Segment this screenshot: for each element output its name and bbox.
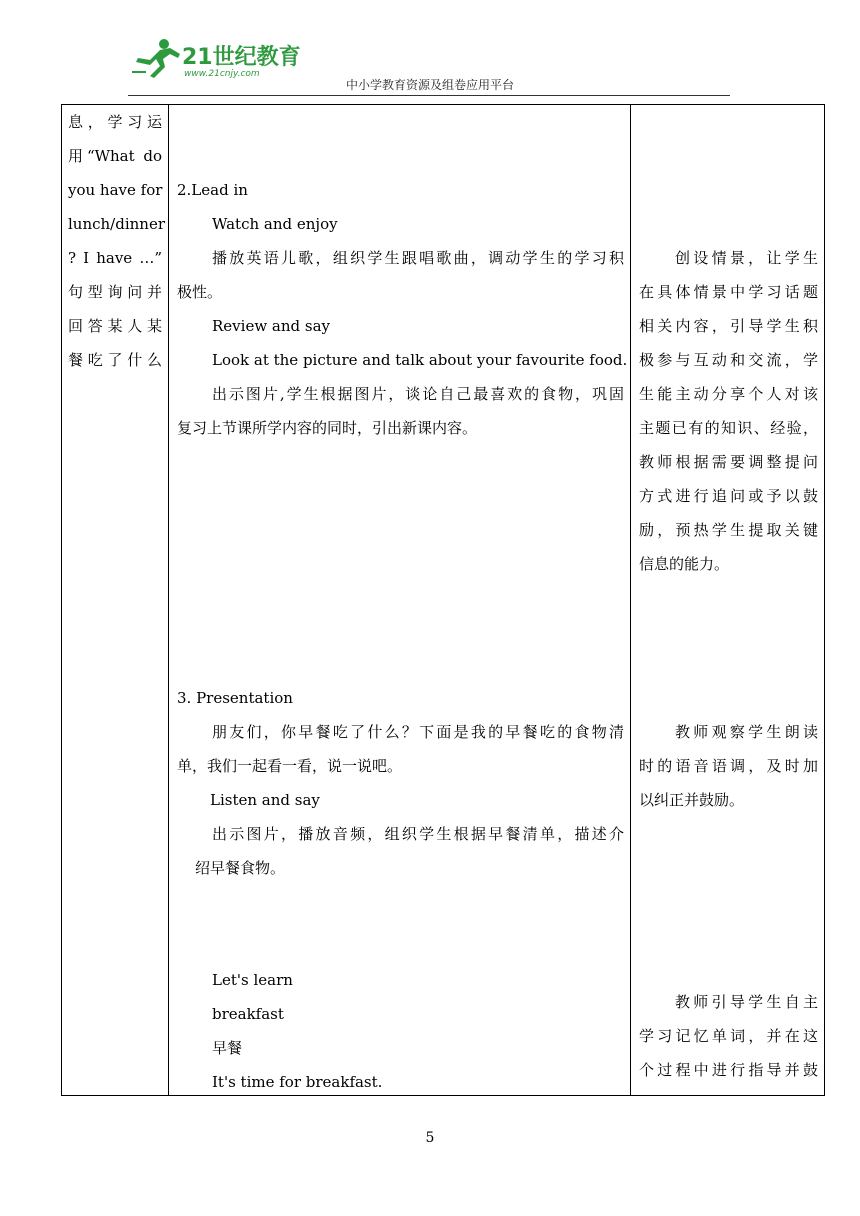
listen-desc: 绍早餐食物。 [195, 859, 286, 877]
rationale-line: 极参与互动和交流，学 [639, 351, 818, 369]
objective-line: 回答某人某 [68, 317, 162, 335]
objective-line: 句型询问并 [68, 283, 162, 301]
page-number: 5 [425, 1130, 435, 1146]
watch-desc: 播放英语儿歌，组织学生跟唱歌曲，调动学生的学习积 [212, 249, 624, 267]
lead-in-title: 2.Lead in [177, 181, 248, 199]
rationale-line: 信息的能力。 [639, 555, 730, 573]
header-divider [128, 95, 730, 96]
objective-cell [62, 105, 169, 1096]
rationale-line: 时的语音语调，及时加 [639, 757, 818, 775]
learn-title: Let's learn [212, 971, 293, 989]
rationale-line: 在具体情景中学习话题 [639, 283, 818, 301]
listen-title: Listen and say [210, 791, 320, 809]
objective-line: you have for [68, 181, 163, 199]
logo-url: www.21cnjy.com [184, 69, 260, 79]
rationale-line: 创设情景，让学生 [675, 249, 818, 267]
objective-line: 用“What do [68, 147, 162, 165]
vocab-meaning: 早餐 [212, 1039, 243, 1057]
rationale-line: 以纠正并鼓励。 [639, 791, 745, 809]
objective-line: lunch/dinner [68, 215, 166, 233]
rationale-cell [631, 105, 825, 1096]
rationale-line: 方式进行追问或予以鼓 [639, 487, 818, 505]
rationale-line: 生能主动分享个人对该 [639, 385, 818, 403]
rationale-line: 相关内容，引导学生积 [639, 317, 818, 335]
presentation-desc: 朋友们，你早餐吃了什么？下面是我的早餐吃的食物清 [212, 723, 624, 741]
presentation-title: 3. Presentation [177, 689, 293, 707]
rationale-line: 教师引导学生自主 [675, 993, 818, 1011]
rationale-line: 励，预热学生提取关键 [639, 521, 818, 539]
vocab-word: breakfast [212, 1005, 284, 1023]
watch-title: Watch and enjoy [212, 215, 338, 233]
review-desc: 出示图片,学生根据图片，谈论自己最喜欢的食物，巩固 [212, 385, 624, 403]
objective-line: 餐吃了什么 [68, 351, 162, 369]
rationale-line: 主题已有的知识、经验， [639, 419, 818, 437]
review-title: Review and say [212, 317, 331, 335]
procedure-cell [169, 105, 631, 1096]
logo-text: 21世纪教育 [182, 45, 301, 70]
rationale-line: 教师根据需要调整提问 [639, 453, 818, 471]
lesson-table [61, 104, 825, 1096]
vocab-sentence: It's time for breakfast. [212, 1073, 383, 1091]
objective-line: ? I have …” [68, 249, 162, 267]
listen-desc: 出示图片，播放音频，组织学生根据早餐清单，描述介 [212, 825, 624, 843]
table-row [62, 105, 825, 1096]
rationale-line: 教师观察学生朗读 [675, 723, 818, 741]
watch-desc: 极性。 [177, 283, 223, 301]
objective-line: 息，学习运 [68, 113, 162, 131]
presentation-desc: 单，我们一起看一看，说一说吧。 [177, 757, 403, 775]
review-desc: 复习上节课所学内容的同时，引出新课内容。 [177, 419, 478, 437]
rationale-line: 学习记忆单词，并在这 [639, 1027, 818, 1045]
runner-icon [132, 39, 180, 78]
logo [130, 36, 310, 80]
platform-name: 中小学教育资源及组卷应用平台 [345, 78, 514, 92]
review-subtitle: Look at the picture and talk about your favourite food. [212, 351, 628, 369]
rationale-line: 个过程中进行指导并鼓 [639, 1061, 818, 1079]
